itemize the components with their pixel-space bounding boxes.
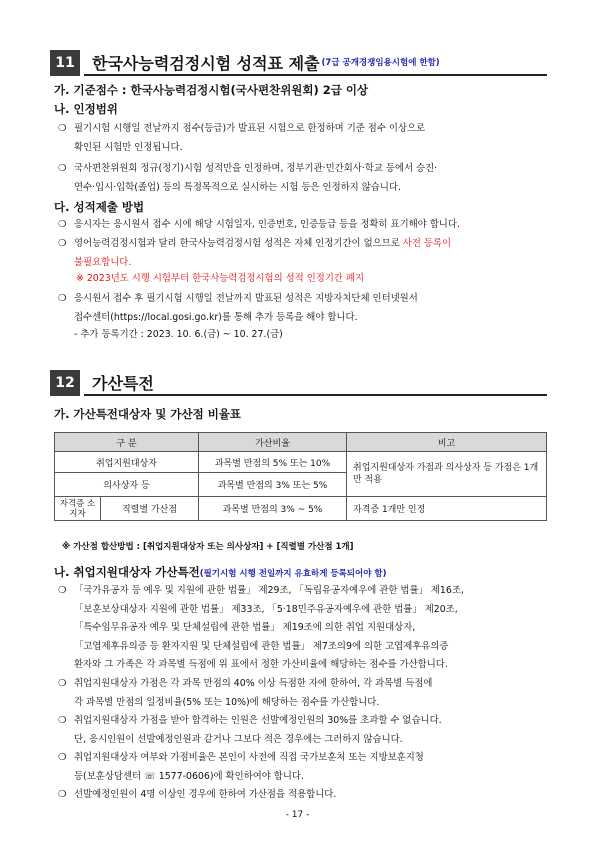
circle-bullet-icon: ❍	[58, 585, 67, 596]
circle-bullet-icon: ❍	[58, 789, 67, 800]
circle-bullet-icon: ❍	[58, 163, 67, 174]
circle-bullet-icon: ❍	[58, 219, 67, 230]
table-header: 구 분	[55, 433, 199, 452]
section-11-number: 11	[50, 50, 80, 76]
page-number: - 17 -	[285, 810, 310, 820]
list-item: ❍ 취업지원대상자 가점을 받아 합격하는 인원은 선발예정인원의 30%를 초과할 수 없습니다. 단, 응시인원이 선발예정인원과 같거나 그보다 적은 경우에는 그러하지 않습니다.	[58, 712, 542, 749]
section-12-number: 12	[50, 370, 80, 396]
registration-period: - 추가 등록기간 : 2023. 10. 6.(금) ~ 10. 27.(금)	[74, 329, 283, 340]
circle-bullet-icon: ❍	[58, 752, 67, 763]
list-item: ❍ 선발예정인원이 4명 이상인 경우에 한하여 가산점을 적용합니다.	[58, 786, 542, 805]
list-item: ❍ 국사편찬위원회 정규(정기)시험 성적만을 인정하며, 정부기관·민간회사·학교 등에서 승진· 연수·입시·입학(졸업) 등의 특정목적으로 실시하는 시험 등은 인정하지 않습니다.	[58, 160, 542, 197]
abolition-note: ※ 2023년도 시행 시험부터 한국사능력검정시험의 성적 인정기간 폐지	[76, 273, 365, 284]
recognition-scope-heading: 나. 인정범위	[54, 102, 118, 116]
list-item: ❍ 취업지원대상자 여부와 가점비율은 본인이 사전에 직접 국가보훈처 또는 지방보훈지청 등(보훈상담센터 ☏ 1577-0606)에 확인하여야 합니다.	[58, 749, 542, 786]
list-item: ❍ 응시원서 접수 후 필기시험 시행일 전날까지 발표된 성적은 지방자치단체 인터넷원서 접수센터(https://local.gosi.go.kr)를 통해 추가 등록을 해야 합니다.	[58, 290, 542, 327]
list-item: ❍ 「국가유공자 등 예우 및 지원에 관한 법률」 제29조, 「독립유공자예우에 관한 법률」 제16조, 「보훈보상대상자 지원에 관한 법률」 제33조, 「5·18민주유공자예우에 관한 법률」 제20조, 「특수임무유공자 예우 및 단체설립에 관한 법률」 제19조에 의한 취업 지원대상자, 「고엽제후유의증 등 환자지원 및 단체설립에 관한 법률」 제7조의9에 의한 고엽제후유의증 환자와 그 가족은 각 과목별 득점에 위 표에서 정한 가산비율에 해당하는 점수를 가산합니다.	[58, 582, 542, 675]
section-11-title-note: (7급 공개경쟁임용시험에 한함)	[321, 58, 440, 68]
circle-bullet-icon: ❍	[58, 678, 67, 689]
section-12-title: 가산특전	[84, 370, 547, 396]
list-item: ❍ 필기시험 시행일 전날까지 점수(등급)가 발표된 시험으로 한정하며 기준 점수 이상으로 확인된 시험만 인정됩니다.	[58, 120, 542, 157]
submission-method-heading: 다. 성적제출 방법	[54, 200, 145, 214]
table-header: 가산비율	[199, 433, 347, 452]
table-merged-note: 취업지원대상자 가점과 의사상자 등 가점은 1개만 적용	[347, 452, 547, 497]
table-row: 자격증 소지자 직렬별 가산점 과목별 만점의 3% ~ 5% 자격증 1개만 인정	[55, 497, 547, 521]
circle-bullet-icon: ❍	[58, 293, 67, 304]
table-row: 의사상자 등 과목별 만점의 3% 또는 5%	[55, 473, 547, 497]
circle-bullet-icon: ❍	[58, 123, 67, 134]
circle-bullet-icon: ❍	[58, 715, 67, 726]
table-row: 취업지원대상자 과목별 만점의 5% 또는 10% 취업지원대상자 가점과 의사상자 등 가점은 1개만 적용	[55, 452, 547, 473]
list-item: ❍ 응시자는 응시원서 접수 시에 해당 시험일자, 인증번호, 인증등급 등을 정확히 표기해야 합니다.	[58, 216, 542, 235]
no-registration-needed: 사전 등록이	[402, 238, 452, 249]
section-11-title	[84, 50, 547, 76]
table-header: 비고	[347, 433, 547, 452]
section-11-title-text: 한국사능력검정시험 성적표 제출	[92, 53, 320, 73]
bonus-table-heading: 가. 가산특전대상자 및 가산점 비율표	[54, 407, 242, 421]
criteria-score: 가. 기준점수 : 한국사능력검정시험(국사편찬위원회) 2급 이상	[54, 83, 369, 97]
bonus-table	[54, 432, 547, 521]
sum-method-note: ※ 가산점 합산방법 : [취업지원대상자 또는 의사상자] + [직렬별 가산점 1개]	[62, 542, 354, 552]
circle-bullet-icon: ❍	[58, 238, 67, 249]
section-12-header	[50, 370, 547, 396]
list-item: ❍ 영어능력검정시험과 달리 한국사능력검정시험 성적은 자체 인정기간이 없으므로 사전 등록이 불필요합니다.	[58, 235, 542, 272]
employment-support-heading: 나. 취업지원대상자 가산특전(필기시험 시행 전일까지 유효하게 등록되어야 함)	[54, 565, 387, 579]
list-item: ❍ 취업지원대상자 가점은 각 과목 만점의 40% 이상 득점한 자에 한하여, 각 과목별 득점에 각 과목별 만점의 일정비율(5% 또는 10%)에 해당하는 점수를 가산합니다.	[58, 675, 542, 712]
employment-support-note: (필기시험 시행 전일까지 유효하게 등록되어야 함)	[199, 569, 387, 579]
section-11-header	[50, 50, 547, 76]
